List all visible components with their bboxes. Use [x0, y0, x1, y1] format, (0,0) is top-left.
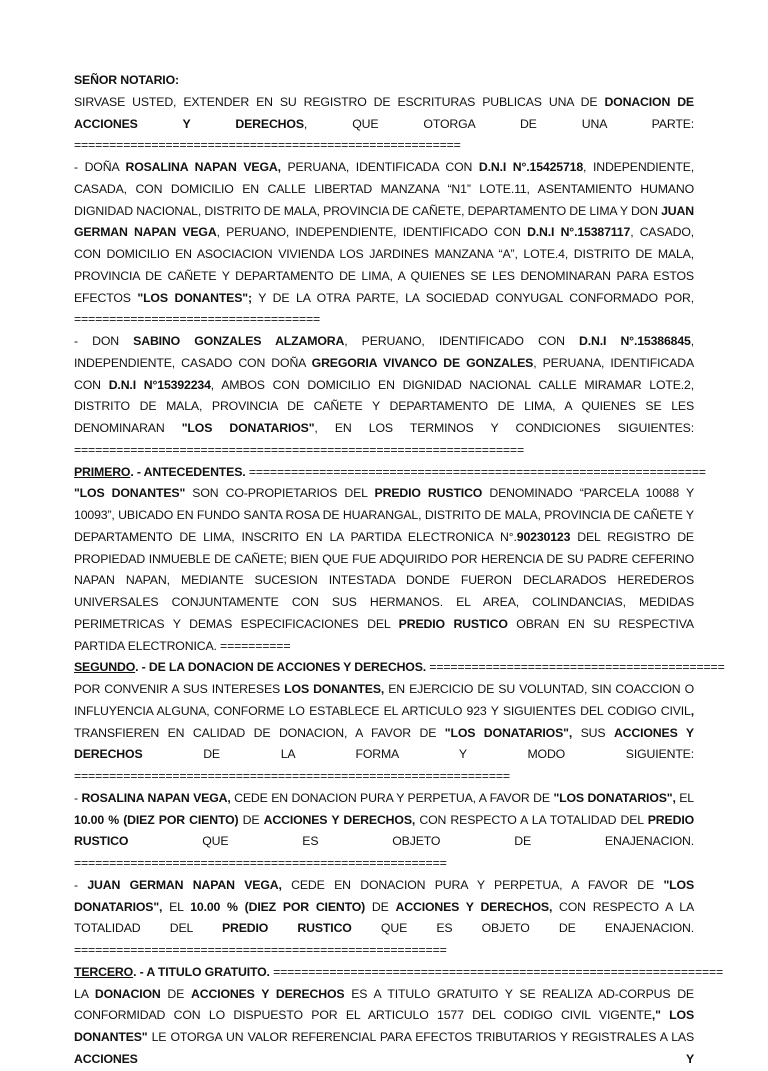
grant-text: CEDE EN DONACION PURA Y PERPETUA, A FAVOR DE	[230, 790, 554, 805]
grant-percentage: 10.00 % (DIEZ POR CIENTO)	[190, 899, 366, 914]
grant-text: DE	[238, 812, 264, 827]
donor-paragraph	[74, 157, 694, 309]
clause-body-primero	[74, 483, 694, 657]
donee-dni-2: D.N.I N°15392234	[108, 377, 211, 392]
donee-text: , INDEPENDIENTE, CASADO CON DOÑA	[74, 334, 695, 370]
acciones-derechos-term: ACCIONES Y DERECHOS	[191, 986, 345, 1001]
donacion-term: DONACION	[94, 986, 161, 1001]
clause-heading-primero	[74, 462, 706, 484]
clause-title: . - A TITULO GRATUITO.	[133, 964, 270, 979]
clause-text: POR CONVENIR A SUS INTERESES	[74, 682, 285, 696]
donee-text: , PERUANA, IDENTIFICADA CON	[74, 355, 694, 392]
los-donatarios-term: "LOS DONATARIOS"	[181, 421, 315, 435]
acciones-derechos-term: ACCIONES Y DERECHOS	[74, 725, 694, 762]
separator-line: ===================================	[74, 312, 321, 327]
donor-name-rosalina: ROSALINA NAPAN VEGA,	[125, 160, 281, 174]
donee-text: , EN LOS TERMINOS Y CONDICIONES SIGUIENTES: ================================================================	[74, 421, 694, 457]
intro-bold-title: DONACION DE ACCIONES Y DERECHOS	[74, 94, 694, 131]
intro-text-end: , QUE OTORGA DE UNA PARTE:	[303, 116, 695, 131]
los-donantes-term: "LOS DONANTES";	[137, 290, 252, 305]
los-donantes-term: "LOS DONANTES"	[74, 486, 186, 501]
los-donatarios-term: "LOS DONATARIOS",	[74, 877, 694, 914]
predio-rustico-term: PREDIO RUSTICO	[221, 921, 352, 936]
donee-name-sabino: SABINO GONZALES ALZAMORA	[133, 334, 345, 348]
grant-text: CON RESPECTO A LA TOTALIDAD DEL	[415, 812, 648, 827]
donee-name-gregoria: GREGORIA VIVANCO DE GONZALES	[311, 355, 534, 370]
clause-text: DE LA FORMA Y MODO SIGUIENTE:	[142, 747, 694, 762]
separator-line: =======================================================	[74, 138, 461, 153]
acciones-derechos-term: ACCIONES Y	[74, 1051, 694, 1066]
clause-number: TERCERO	[74, 964, 134, 979]
clause-text: ,	[690, 703, 694, 718]
los-donantes-term: LOS DONANTES,	[284, 682, 385, 696]
intro-paragraph	[74, 92, 694, 136]
separator-line: ================================================================	[269, 964, 724, 979]
grant-text: -	[74, 877, 88, 892]
clause-body-segundo	[74, 679, 694, 766]
clause-text: EN EJERCICIO DE SU VOLUNTAD, SIN COACCION O INFLUYENCIA ALGUNA, CONFORME LO ESTABLECE EL ARTICULO 923 Y SIGUIENTES DEL CODIGO CIVIL	[74, 682, 694, 718]
donee-text: , PERUANO, IDENTIFICADO CON	[344, 334, 580, 348]
notarial-document	[74, 70, 725, 1071]
grant-text: EL	[675, 790, 694, 805]
donor-dni-2: D.N.I N°.15387117	[527, 225, 631, 240]
predio-rustico-term: PREDIO RUSTICO	[74, 812, 694, 849]
donor-text: - DOÑA	[74, 160, 126, 174]
clause-title: . - DE LA DONACION DE ACCIONES Y DERECHOS.	[135, 660, 427, 675]
intro-text: SIRVASE USTED, EXTENDER EN SU REGISTRO DE ESCRITURAS PUBLICAS UNA DE	[74, 94, 605, 109]
partida-number: 90230123	[516, 529, 571, 544]
clause-heading-tercero	[74, 962, 724, 984]
grantor-name: ROSALINA NAPAN VEGA,	[81, 790, 231, 805]
grant-text: QUE ES OBJETO DE ENAJENACION. =====================================================	[74, 834, 694, 870]
clause-heading-segundo	[74, 657, 725, 679]
clause-text: TRANSFIEREN EN CALIDAD DE DONACION, A FAVOR DE	[74, 725, 445, 740]
grant-text: CON RESPECTO A LA TOTALIDAD DEL	[74, 899, 694, 936]
grant-text: DE	[365, 899, 396, 914]
grant-paragraph-juan	[74, 875, 694, 962]
acciones-derechos-term: ACCIONES Y DERECHOS,	[395, 899, 553, 914]
donee-text: - DON	[74, 334, 134, 348]
clause-text: ES A TITULO GRATUITO Y SE REALIZA AD-CORPUS DE CONFORMIDAD CON LO DISPUESTO POR EL ARTICULO 1577 DEL CODIGO CIVIL VIGENTE	[74, 986, 694, 1023]
grant-paragraph-rosalina	[74, 788, 694, 875]
donor-text: , INDEPENDIENTE, CASADA, CON DOMICILIO EN CALLE LIBERTAD MANZANA “N1” LOTE.11, ASENTAMIENTO HUMANO DIGNIDAD NACIONAL, DISTRITO DE MALA, PROVINCIA DE CAÑETE, DEPARTAMENTO DE LIMA Y DON	[74, 160, 695, 218]
donor-text: Y DE LA OTRA PARTE, LA SOCIEDAD CONYUGAL CONFORMADO POR,	[251, 290, 694, 305]
los-donatarios-term: "LOS DONATARIOS",	[444, 725, 573, 740]
donee-paragraph	[74, 331, 694, 462]
donee-text: , AMBOS CON DOMICILIO EN DIGNIDAD NACIONAL CALLE MIRAMAR LOTE.2, DISTRITO DE MALA, PROVINCIA DE CAÑETE Y DEPARTAMENTO DE LIMA, A QUIENES SE LES DENOMINARAN	[74, 377, 694, 435]
clause-number: SEGUNDO	[74, 660, 136, 675]
donor-dni-1: D.N.I N°.15425718	[478, 160, 584, 174]
clause-text: SON CO-PROPIETARIOS DEL	[185, 486, 375, 501]
heading-text: SEÑOR NOTARIO:	[74, 73, 179, 87]
grant-text: QUE ES OBJETO DE ENAJENACION. =====================================================	[74, 921, 694, 957]
grant-text: EL	[162, 899, 191, 914]
clause-text: OBRAN EN SU RESPECTIVA PARTIDA ELECTRONICA. ==========	[74, 616, 694, 653]
clause-text: SUS	[572, 725, 614, 740]
document-heading	[74, 70, 694, 92]
separator-line: =================================================================	[245, 464, 706, 479]
donor-text: PERUANA, IDENTIFICADA CON	[280, 160, 479, 174]
clause-text: LE OTORGA UN VALOR REFERENCIAL PARA EFECTOS TRIBUTARIOS Y REGISTRALES A LAS	[147, 1030, 694, 1044]
clause-text: DEL REGISTRO DE PROPIEDAD INMUEBLE DE CAÑETE; BIEN QUE FUE ADQUIRIDO POR HERENCIA DE SU PADRE CEFERINO NAPAN NAPAN, MEDIANTE SUCESION INTESTADA DONDE FUERON DECLARADOS HEREDEROS UNIVERSALES CONJUNTAMENTE CON SUS HERMANOS. EL AREA, COLINDANCIAS, MEDIDAS PERIMETRICAS Y DEMAS ESPECIFICACIONES DEL	[74, 529, 694, 631]
clause-text: LA	[74, 986, 95, 1001]
predio-rustico-term: PREDIO RUSTICO	[398, 616, 508, 631]
grant-text: CEDE EN DONACION PURA Y PERPETUA, A FAVOR DE	[281, 877, 664, 892]
acciones-derechos-term: ACCIONES Y DERECHOS,	[263, 812, 416, 827]
grant-text: -	[74, 790, 82, 805]
grant-percentage: 10.00 % (DIEZ POR CIENTO)	[74, 812, 239, 827]
clause-body-tercero	[74, 984, 694, 1071]
clause-number: PRIMERO	[74, 464, 131, 479]
donee-dni-1: D.N.I N°.15386845	[579, 334, 691, 348]
grantor-name: JUAN GERMAN NAPAN VEGA,	[87, 877, 282, 892]
separator-line: ==========================================	[426, 660, 725, 675]
predio-rustico-term: PREDIO RUSTICO	[374, 486, 483, 501]
clause-title: . - ANTECEDENTES.	[130, 464, 246, 479]
donor-name-juan: JUAN GERMAN NAPAN VEGA	[74, 203, 694, 240]
donor-text: , PERUANO, INDEPENDIENTE, IDENTIFICADO CON	[216, 225, 528, 240]
donor-text: , CASADO, CON DOMICILIO EN ASOCIACION VIVIENDA LOS JARDINES MANZANA “A”, LOTE.4, DISTRITO DE MALA, PROVINCIA DE CAÑETE Y DEPARTAMENTO DE LIMA, A QUIENES SE LES DENOMINARAN PARA ESTOS EFECTOS	[74, 225, 695, 305]
clause-text: DENOMINADO “PARCELA 10088 Y 10093”, UBICADO EN FUNDO SANTA ROSA DE HUARANGAL, DISTRITO DE MALA, PROVINCIA DE CAÑETE Y DEPARTAMENTO DE LIMA, INSCRITO EN LA PARTIDA ELECTRONICA N°.	[74, 486, 694, 544]
los-donantes-term: ," LOS DONANTES"	[74, 1008, 694, 1044]
clause-text: DE	[160, 986, 192, 1001]
los-donatarios-term: "LOS DONATARIOS",	[553, 790, 676, 805]
separator-line: ==============================================================	[74, 769, 510, 783]
